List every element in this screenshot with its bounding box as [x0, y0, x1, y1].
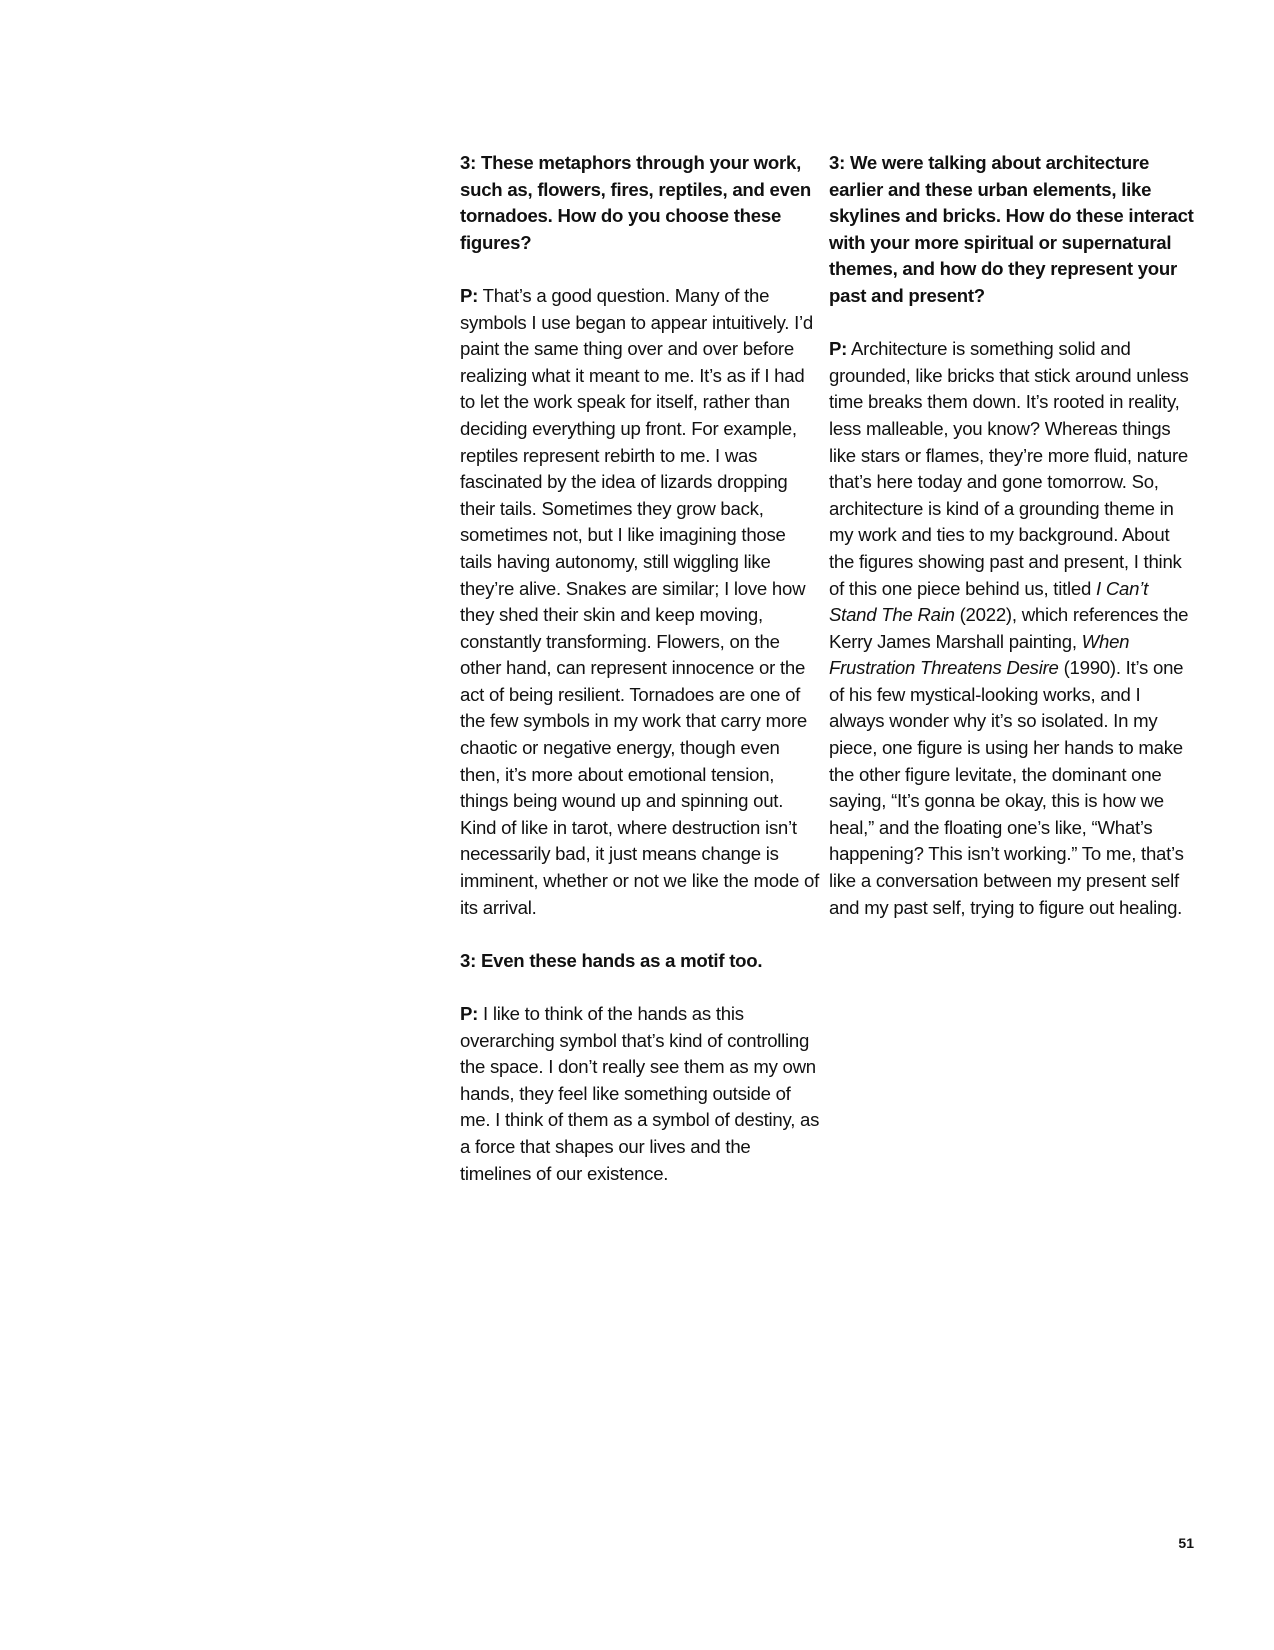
answer-text: (2022), which references the Kerry James Marshall painting, [829, 604, 1189, 652]
question-text: These metaphors through your work, such as, flowers, fires, reptiles, and even tornadoes. How do you choose these figures? [460, 152, 811, 253]
answer-architecture [829, 336, 1199, 921]
page-number: 51 [1178, 1535, 1194, 1551]
speaker-label: P: [829, 338, 848, 360]
speaker-label: 3: [460, 152, 477, 173]
question-text: We were talking about architecture earlier and these urban elements, like skylines and bricks. How do these interact with your more spiritual or supernatural themes, and how do they represent your past and present? [829, 152, 1194, 306]
question-metaphors [460, 150, 820, 256]
left-column [460, 150, 820, 1214]
speaker-label: 3: [829, 152, 846, 173]
question-hands [460, 948, 820, 975]
answer-text: (1990). It’s one of his few mystical-looking works, and I always wonder why it’s so isolated. In my piece, one figure is using her hands to make the other figure levitate, the dominant one saying, “It’s gonna be okay, this is how we heal,” and the floating one’s like, “What’s happening? This isn’t working.” To me, that’s like a conversation between my present self and my past self, trying to figure out healing. [829, 657, 1184, 918]
answer-text: Architecture is something solid and grounded, like bricks that stick around unless time breaks them down. It’s rooted in reality, less malleable, you know? Whereas things like stars or flames, they’re more fluid, nature that’s here today and gone tomorrow. So, architecture is kind of a grounding theme in my work and ties to my background. About the figures showing past and present, I think of this one piece behind us, titled [829, 338, 1189, 599]
artwork-title: When Frustration Threatens Desire [829, 630, 1130, 679]
question-architecture [829, 150, 1199, 310]
answer-metaphors [460, 283, 820, 921]
speaker-label: 3: [460, 949, 477, 971]
speaker-label: P: [460, 284, 479, 306]
question-text: Even these hands as a motif too. [476, 949, 763, 971]
answer-text: I like to think of the hands as this overarching symbol that’s kind of controlling the space. I don’t really see them as my own hands, they feel like something outside of me. I think of them as a symbol of destiny, as a force that shapes our lives and the timelines of our existence. [460, 1003, 820, 1184]
answer-hands [460, 1001, 820, 1187]
speaker-label: P: [460, 1003, 479, 1024]
answer-text: That’s a good question. Many of the symbols I use began to appear intuitively. I’d paint the same thing over and over before realizing what it meant to me. It’s as if I had to let the work speak for itself, rather than deciding everything up front. For example, reptiles represent rebirth to me. I was fascinated by the idea of lizards dropping their tails. Sometimes they grow back, sometimes not, but I like imagining those tails having autonomy, still wiggling like they’re alive. Snakes are similar; I love how they shed their skin and keep moving, constantly transforming. Flowers, on the other hand, can represent innocence or the act of being resilient. Tornadoes are one of the few symbols in my work that carry more chaotic or negative energy, though even then, it’s more about emotional tension, things being wound up and spinning out. Kind of like in tarot, where destruction isn’t necessarily bad, it just means change is imminent, whether or not we like the mode of its arrival. [460, 284, 819, 918]
artwork-title: I Can’t Stand The Rain [829, 577, 1148, 626]
right-column [829, 150, 1199, 948]
